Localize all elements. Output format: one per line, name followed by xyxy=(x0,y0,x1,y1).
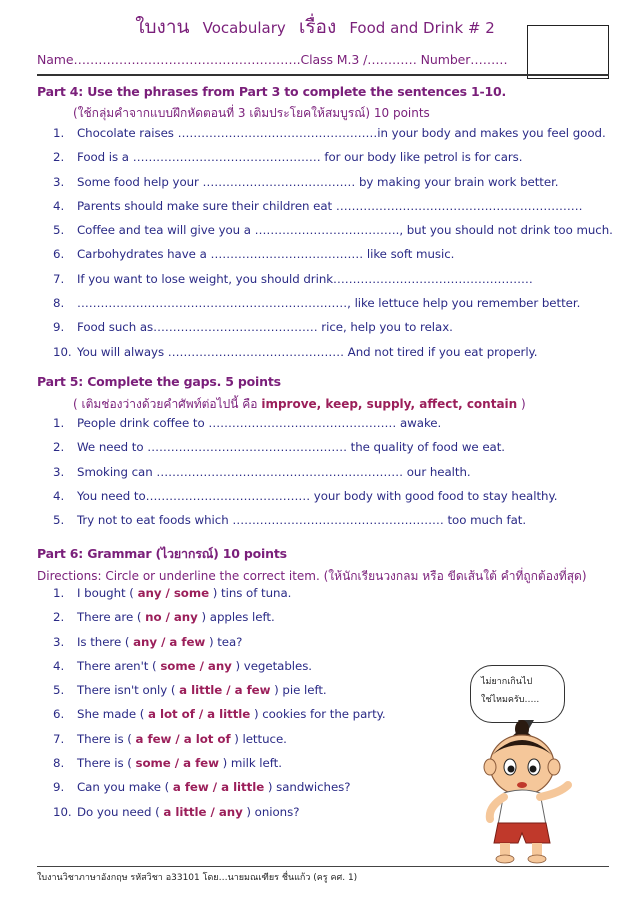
item-number: 10. xyxy=(53,344,72,359)
item-suffix: ) apples left. xyxy=(197,610,275,625)
footer-credit: ใบงานวิชาภาษาอังกฤษ รหัสวิชา อ33101 โดย…นายมณเฑียร ชื่นแก้ว (ครู คศ. 1) xyxy=(37,873,358,883)
item-number: 8. xyxy=(53,296,65,311)
item-sentence: Food is a ………………………………………… for our body like petrol is for cars. xyxy=(77,150,523,165)
item-sentence: Coffee and tea will give you a ………………………………., but you should not drink too much. xyxy=(77,223,613,238)
part5-item xyxy=(53,437,557,461)
part4-item xyxy=(53,220,613,244)
item-prefix: There isn't only ( xyxy=(77,683,180,698)
item-number: 6. xyxy=(53,707,65,722)
item-prefix: Can you make ( xyxy=(77,780,173,795)
part6-item xyxy=(53,607,386,631)
part4-item xyxy=(53,123,613,147)
item-sentence: We need to …………………………………………… the quality of food we eat. xyxy=(77,440,505,455)
item-number: 1. xyxy=(53,416,65,430)
part4-item xyxy=(53,269,613,293)
item-number: 9. xyxy=(53,320,65,335)
part6-item xyxy=(53,802,386,826)
item-prefix: There are ( xyxy=(77,610,146,625)
item-number: 1. xyxy=(53,586,65,600)
item-number: 6. xyxy=(53,247,65,262)
part4-item xyxy=(53,317,613,341)
part4-heading: Part 4: Use the phrases from Part 3 to complete the sentences 1-10. xyxy=(37,84,507,99)
item-sentence: Chocolate raises ……………………………………………in your body and makes you feel good. xyxy=(77,126,606,140)
part6-item xyxy=(53,656,386,680)
title-vocabulary: Vocabulary xyxy=(202,19,286,37)
item-number: 9. xyxy=(53,780,65,795)
item-number: 3. xyxy=(53,174,65,189)
part4-list xyxy=(53,123,613,366)
item-number: 4. xyxy=(53,658,65,673)
part4-item xyxy=(53,172,613,196)
item-suffix: ) cookies for the party. xyxy=(250,707,386,722)
part5-word-bank: improve, keep, supply, affect, contain xyxy=(261,397,518,411)
item-sentence: You will always ……………………………………… And not tired if you eat properly. xyxy=(77,344,538,359)
title-thai-worksheet: ใบงาน xyxy=(135,16,190,38)
part6-list xyxy=(53,583,386,826)
student-info-line: Name……………………………………………….Class M.3 /………… Number……… xyxy=(37,52,508,67)
bubble-line-2: ใช่ไหมครับ….. xyxy=(481,695,540,705)
item-sentence: Smoking can ……………………………………………………… our health. xyxy=(77,464,471,479)
part5-heading: Part 5: Complete the gaps. 5 points xyxy=(37,374,281,389)
item-suffix: ) lettuce. xyxy=(230,731,287,746)
item-number: 10. xyxy=(53,804,72,819)
item-prefix: There aren't ( xyxy=(77,658,161,673)
cartoon-boy-icon xyxy=(470,715,590,865)
title-topic: Food and Drink # 2 xyxy=(349,19,495,37)
part6-item xyxy=(53,583,386,607)
part5-item xyxy=(53,510,557,534)
part6-heading: Part 6: Grammar (ไวยากรณ์) 10 points xyxy=(37,546,287,561)
item-suffix: ) tins of tuna. xyxy=(209,586,292,600)
part4-item xyxy=(53,147,613,171)
item-suffix: ) sandwiches? xyxy=(264,780,351,795)
item-suffix: ) pie left. xyxy=(270,683,327,698)
title-thai-topic: เรื่อง xyxy=(298,16,337,38)
item-number: 2. xyxy=(53,440,65,455)
part5-instruction-prefix: ( เติมช่องว่างด้วยคำศัพท์ต่อไปนี้ คือ xyxy=(73,397,262,411)
item-prefix: I bought ( xyxy=(77,586,138,600)
part5-instruction-suffix: ) xyxy=(517,397,526,411)
item-sentence: Food such as…………………………………… rice, help you to relax. xyxy=(77,320,453,335)
item-sentence: People drink coffee to ………………………………………… awake. xyxy=(77,416,442,430)
part6-item xyxy=(53,632,386,656)
item-suffix: ) tea? xyxy=(205,634,243,649)
item-number: 1. xyxy=(53,126,65,140)
answer-choices[interactable]: any / some xyxy=(137,586,210,600)
part5-item xyxy=(53,413,557,437)
item-prefix: There is ( xyxy=(77,731,136,746)
item-prefix: She made ( xyxy=(77,707,148,722)
part5-item xyxy=(53,486,557,510)
answer-choices[interactable]: a lot of / a little xyxy=(148,707,251,722)
part6-item xyxy=(53,680,386,704)
answer-choices[interactable]: some / a few xyxy=(135,756,219,771)
answer-choices[interactable]: any / a few xyxy=(133,634,206,649)
item-suffix: ) onions? xyxy=(242,804,300,819)
item-number: 5. xyxy=(53,513,65,528)
item-suffix: ) vegetables. xyxy=(231,658,312,673)
answer-choices[interactable]: no / any xyxy=(145,610,198,625)
photo-box xyxy=(527,25,609,79)
item-sentence: Carbohydrates have a ………………………………… like soft music. xyxy=(77,247,455,262)
item-number: 3. xyxy=(53,634,65,649)
part5-item xyxy=(53,462,557,486)
item-sentence: Try not to eat foods which ……………………………………………… too much fat. xyxy=(77,513,527,528)
item-number: 7. xyxy=(53,731,65,746)
part4-item xyxy=(53,244,613,268)
item-sentence: If you want to lose weight, you should drink…………………………………………… xyxy=(77,271,533,286)
answer-choices[interactable]: a few / a lot of xyxy=(135,731,231,746)
item-prefix: Do you need ( xyxy=(77,804,164,819)
part6-item xyxy=(53,753,386,777)
item-sentence: Parents should make sure their children eat ……………………………………………………… xyxy=(77,198,583,213)
answer-choices[interactable]: some / any xyxy=(160,658,232,673)
part6-item xyxy=(53,777,386,801)
part4-item xyxy=(53,342,613,366)
header-divider xyxy=(37,74,609,76)
footer-divider xyxy=(37,866,609,867)
part6-directions: Directions: Circle or underline the correct item. (ให้นักเรียนวงกลม หรือ ขีดเส้นใต้ คำที่ถูกต้องที่สุด) xyxy=(37,569,587,583)
part6-item xyxy=(53,729,386,753)
bubble-line-1: ไม่ยากเกินไป xyxy=(481,677,533,687)
item-prefix: Is there ( xyxy=(77,634,134,649)
item-number: 2. xyxy=(53,150,65,165)
item-number: 7. xyxy=(53,271,65,286)
part4-item xyxy=(53,293,613,317)
answer-choices[interactable]: a little / a few xyxy=(179,683,271,698)
item-number: 5. xyxy=(53,223,65,238)
answer-choices[interactable]: a few / a little xyxy=(172,780,265,795)
part4-item xyxy=(53,196,613,220)
part5-instruction xyxy=(73,395,526,414)
answer-choices[interactable]: a little / any xyxy=(163,804,243,819)
item-number: 2. xyxy=(53,610,65,625)
item-number: 5. xyxy=(53,683,65,698)
item-number: 4. xyxy=(53,198,65,213)
item-sentence: You need to…………………………………… your body with good food to stay healthy. xyxy=(77,488,558,503)
item-number: 4. xyxy=(53,488,65,503)
part4-instruction: (ใช้กลุ่มคำจากแบบฝึกหัดตอนที่ 3 เติมประโยคให้สมบูรณ์) 10 points xyxy=(73,106,430,120)
item-sentence: Some food help your ………………………………… by making your brain work better. xyxy=(77,174,559,189)
item-number: 3. xyxy=(53,464,65,479)
item-prefix: There is ( xyxy=(77,756,136,771)
part5-list xyxy=(53,413,557,534)
item-suffix: ) milk left. xyxy=(218,756,282,771)
part6-item xyxy=(53,704,386,728)
item-number: 8. xyxy=(53,756,65,771)
item-sentence: ……………………………………………………………, like lettuce help you remember better. xyxy=(77,296,581,311)
